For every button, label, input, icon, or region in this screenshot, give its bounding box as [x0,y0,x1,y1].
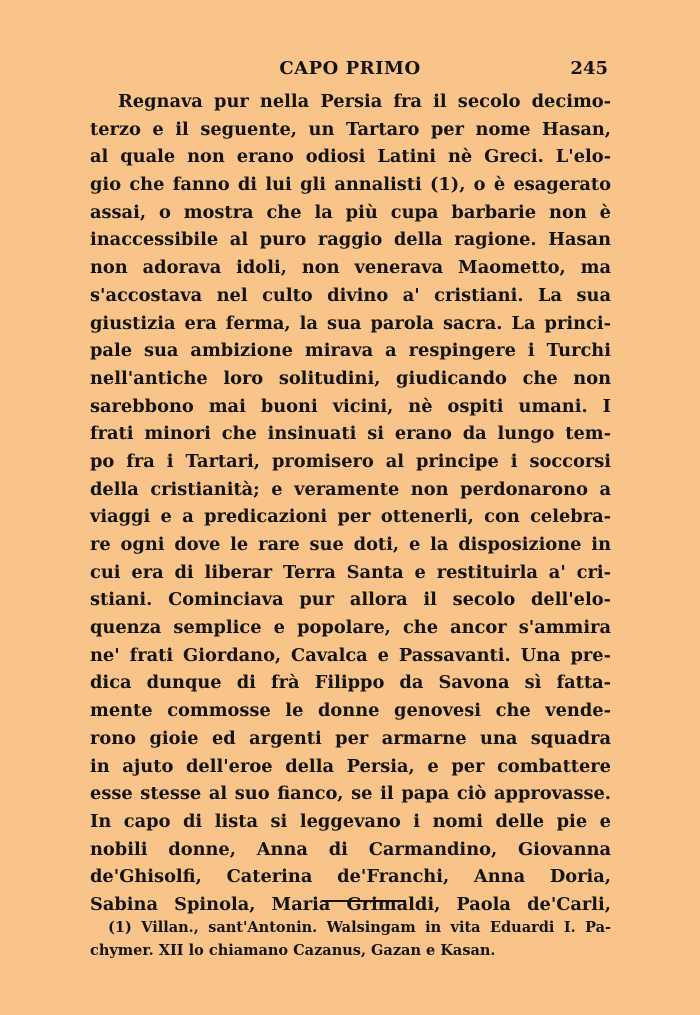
footnote-separator [322,900,406,902]
text-line: assai, o mostra che la più cupa barbarie non è [90,201,611,223]
text-line: inaccessibile al puro raggio della ragione. Hasan [90,229,611,251]
text-line: dica dunque di frà Filippo da Savona sì fatta- [90,672,611,694]
chapter-title: CAPO PRIMO [279,58,421,79]
text-line: frati minori che insinuati si erano da lungo tem- [90,423,611,445]
text-line: terzo e il seguente, un Tartaro per nome Hasan, [90,118,611,140]
text-line: giustizia era ferma, la sua parola sacra. La princi- [90,312,611,334]
text-line: cui era di liberar Terra Santa e restituirla a' cri- [90,561,611,583]
text-line: stiani. Cominciava pur allora il secolo dell'elo- [90,589,611,611]
footnote-line: chymer. XII lo chiamano Cazanus, Gazan e Kasan. [90,942,496,959]
text-line: quenza semplice e popolare, che ancor s'ammira [90,617,611,639]
text-line: s'accostava nel culto divino a' cristiani. La sua [90,284,611,306]
text-line: re ogni dove le rare sue doti, e la disposizione in [90,534,611,555]
text-line: al quale non erano odiosi Latini nè Greci. L'elo- [90,146,611,168]
body-text [90,88,611,919]
text-line: po fra i Tartari, promisero al principe i soccorsi [90,450,611,472]
text-line: In capo di lista si leggevano i nomi delle pie e [90,810,611,832]
footnote [90,916,611,962]
text-line: rono gioie ed argenti per armarne una squadra [90,727,611,749]
text-line: Regnava pur nella Persia fra il secolo decimo- [118,91,611,112]
running-head [90,58,610,84]
text-line: pale sua ambizione mirava a respingere i Turchi [90,340,611,362]
text-line: ne' frati Giordano, Cavalca e Passavanti. Una pre- [90,644,611,666]
text-line: non adorava idoli, non venerava Maometto, ma [90,257,611,279]
page-number: 245 [570,58,608,79]
text-line: Sabina Spinola, Maria Grimaldi, Paola de'Carli, [90,893,611,915]
text-line: nell'antiche loro solitudini, giudicando che non [90,367,611,389]
text-line: viaggi e a predicazioni per ottenerli, con celebra- [90,506,611,528]
text-line: della cristianità; e veramente non perdonarono a [90,478,611,500]
text-line: gio che fanno di lui gli annalisti (1), o è esagerato [90,174,611,196]
text-line: mente commosse le donne genovesi che vende- [90,700,611,722]
text-line: sarebbono mai buoni vicini, nè ospiti umani. I [90,395,611,417]
text-line: de'Ghisolfi, Caterina de'Franchi, Anna Doria, [90,866,611,888]
text-line: esse stesse al suo fianco, se il papa ciò approvasse. [90,783,611,805]
footnote-line: (1) Villan., sant'Antonin. Walsingam in vita Eduardi I. Pa- [108,919,611,936]
text-line: nobili donne, Anna di Carmandino, Giovanna [90,838,611,860]
text-line: in ajuto dell'eroe della Persia, e per combattere [90,755,611,777]
